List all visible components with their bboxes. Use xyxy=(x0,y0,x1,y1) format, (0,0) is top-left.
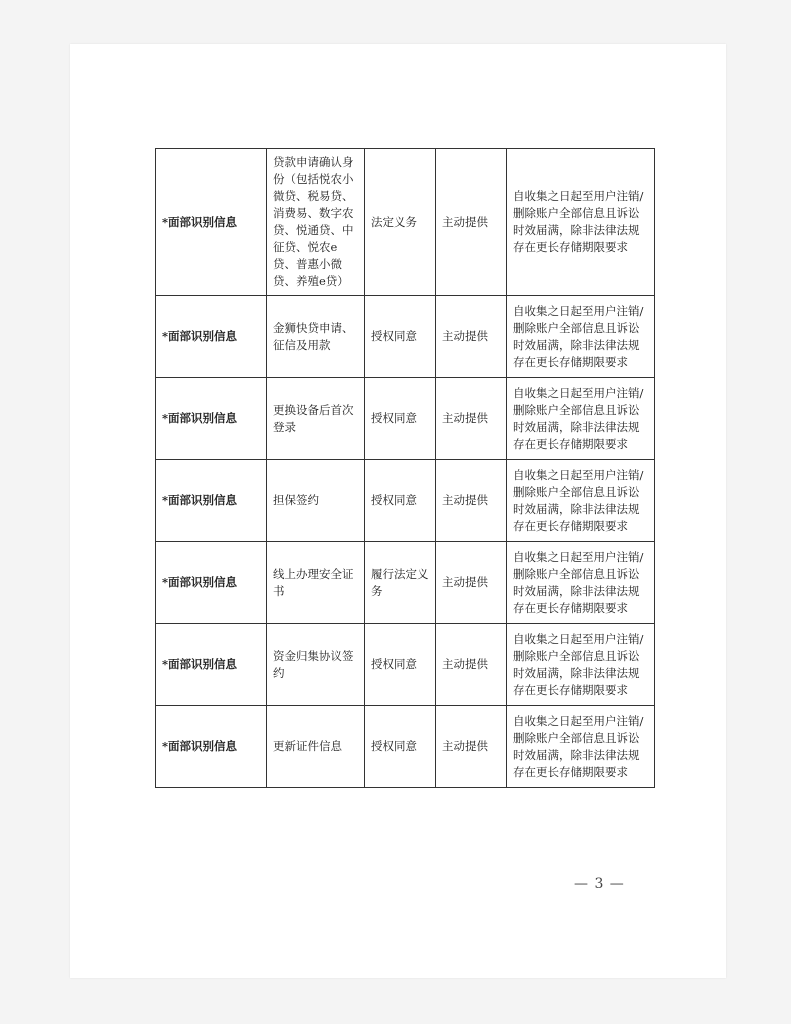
info-category: *面部识别信息 xyxy=(156,149,267,296)
retention-period: 自收集之日起至用户注销/删除账户全部信息且诉讼时效届满，除非法律法规存在更长存储期限要求 xyxy=(507,706,655,788)
collection-method: 主动提供 xyxy=(436,378,507,460)
retention-period: 自收集之日起至用户注销/删除账户全部信息且诉讼时效届满，除非法律法规存在更长存储期限要求 xyxy=(507,542,655,624)
table-row xyxy=(156,149,655,296)
collection-method: 主动提供 xyxy=(436,296,507,378)
legal-basis: 法定义务 xyxy=(365,149,436,296)
retention-period: 自收集之日起至用户注销/删除账户全部信息且诉讼时效届满，除非法律法规存在更长存储期限要求 xyxy=(507,296,655,378)
legal-basis: 授权同意 xyxy=(365,624,436,706)
collection-method: 主动提供 xyxy=(436,460,507,542)
info-category: *面部识别信息 xyxy=(156,542,267,624)
use-scenario: 贷款申请确认身份（包括悦农小微贷、税易贷、消费易、数字农贷、悦通贷、中征贷、悦农e贷、普惠小微贷、养殖e贷） xyxy=(267,149,365,296)
legal-basis: 授权同意 xyxy=(365,706,436,788)
retention-period: 自收集之日起至用户注销/删除账户全部信息且诉讼时效届满，除非法律法规存在更长存储期限要求 xyxy=(507,624,655,706)
retention-period: 自收集之日起至用户注销/删除账户全部信息且诉讼时效届满，除非法律法规存在更长存储期限要求 xyxy=(507,378,655,460)
info-category: *面部识别信息 xyxy=(156,624,267,706)
retention-period: 自收集之日起至用户注销/删除账户全部信息且诉讼时效届满，除非法律法规存在更长存储期限要求 xyxy=(507,149,655,296)
info-category: *面部识别信息 xyxy=(156,460,267,542)
info-category: *面部识别信息 xyxy=(156,296,267,378)
personal-info-table xyxy=(155,148,655,788)
table-row xyxy=(156,706,655,788)
retention-period: 自收集之日起至用户注销/删除账户全部信息且诉讼时效届满，除非法律法规存在更长存储期限要求 xyxy=(507,460,655,542)
use-scenario: 担保签约 xyxy=(267,460,365,542)
use-scenario: 更换设备后首次登录 xyxy=(267,378,365,460)
table-row xyxy=(156,624,655,706)
page-number: — 3 — xyxy=(574,876,625,892)
use-scenario: 线上办理安全证书 xyxy=(267,542,365,624)
collection-method: 主动提供 xyxy=(436,706,507,788)
table-row xyxy=(156,296,655,378)
info-category: *面部识别信息 xyxy=(156,378,267,460)
collection-method: 主动提供 xyxy=(436,624,507,706)
use-scenario: 更新证件信息 xyxy=(267,706,365,788)
info-category: *面部识别信息 xyxy=(156,706,267,788)
use-scenario: 资金归集协议签约 xyxy=(267,624,365,706)
collection-method: 主动提供 xyxy=(436,149,507,296)
legal-basis: 授权同意 xyxy=(365,460,436,542)
legal-basis: 授权同意 xyxy=(365,296,436,378)
legal-basis: 授权同意 xyxy=(365,378,436,460)
legal-basis: 履行法定义务 xyxy=(365,542,436,624)
table-row xyxy=(156,542,655,624)
table-row xyxy=(156,460,655,542)
table-row xyxy=(156,378,655,460)
collection-method: 主动提供 xyxy=(436,542,507,624)
use-scenario: 金狮快贷申请、征信及用款 xyxy=(267,296,365,378)
